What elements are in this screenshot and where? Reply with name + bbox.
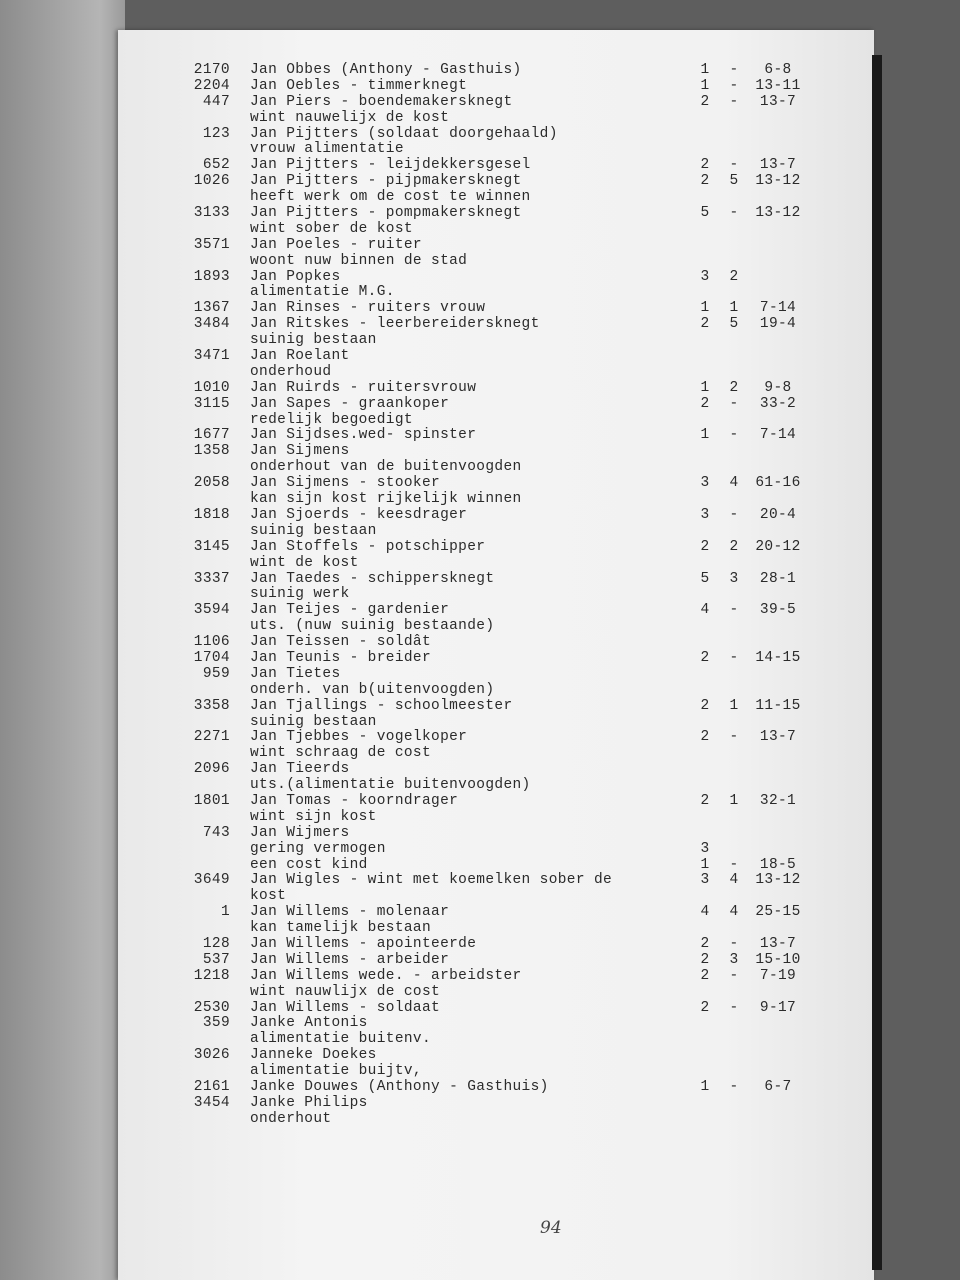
entry-number: 2170 <box>193 62 230 78</box>
entry-text: Jan Tjallings - schoolmeester <box>250 697 513 714</box>
entry-number: 3454 <box>193 1094 230 1111</box>
entry-amount: 6-7 <box>764 1079 792 1095</box>
entry-amount: 13-7 <box>759 157 797 174</box>
entry-text: Jan Pijtters - pompmakersknegt <box>250 205 522 222</box>
entry-col-2: - <box>729 602 739 619</box>
register-row <box>0 794 820 810</box>
register-row <box>0 492 820 508</box>
entry-col-2: - <box>729 856 739 873</box>
register-row <box>0 953 820 969</box>
entry-text: onderhout <box>250 1110 332 1127</box>
register-row <box>0 428 820 444</box>
entry-col-1: 2 <box>700 395 710 412</box>
entry-col-1: 1 <box>700 856 710 873</box>
entry-text: Jan Tomas - koorndrager <box>250 792 459 809</box>
entry-col-2: - <box>729 935 739 952</box>
register-row <box>0 190 820 206</box>
entry-col-1: 1 <box>700 62 710 78</box>
register-row <box>0 603 820 619</box>
entry-col-2: 1 <box>729 697 739 714</box>
register-row <box>0 1032 820 1048</box>
register-row <box>0 969 820 985</box>
entry-text: Jan Pijtters - pijpmakersknegt <box>250 173 522 190</box>
entry-number: 1010 <box>193 379 230 396</box>
entry-col-1: 3 <box>700 840 710 857</box>
register-row <box>0 317 820 333</box>
entry-number: 3133 <box>193 205 230 222</box>
entry-number: 3649 <box>193 872 230 889</box>
entry-col-2: - <box>729 427 739 444</box>
entry-number: 2058 <box>193 475 230 492</box>
entry-col-1: 3 <box>700 506 710 523</box>
register-row <box>0 1064 820 1080</box>
entry-col-2: - <box>729 1079 739 1095</box>
entry-text: Jan Sijdses.wed- spinster <box>250 427 477 444</box>
entry-col-2: - <box>729 157 739 174</box>
entry-text: een cost kind <box>250 856 368 873</box>
entry-amount: 20-4 <box>759 506 797 523</box>
entry-text: wint sijn kost <box>250 808 377 825</box>
entry-number: 2204 <box>193 77 230 94</box>
entry-text: Jan Willems - soldaat <box>250 999 441 1016</box>
entry-col-1: 1 <box>700 427 710 444</box>
entry-number: 652 <box>202 157 230 174</box>
register-row <box>0 826 820 842</box>
entry-col-2: 4 <box>729 872 739 889</box>
register-row <box>0 397 820 413</box>
register-row <box>0 667 820 683</box>
entry-col-1: 1 <box>700 77 710 94</box>
register-row <box>0 858 820 874</box>
entry-text: Jan Poeles - ruiter <box>250 236 422 253</box>
entry-col-1: 3 <box>700 475 710 492</box>
register-row <box>0 921 820 937</box>
entry-amount: 9-17 <box>759 999 797 1016</box>
entry-number: 2530 <box>193 999 230 1016</box>
entry-text: uts. (nuw suinig bestaande) <box>250 618 495 635</box>
entry-number: 1026 <box>193 173 230 190</box>
entry-text: gering vermogen <box>250 840 386 857</box>
entry-number: 3571 <box>193 236 230 253</box>
entry-text: kan tamelijk bestaan <box>250 920 432 937</box>
entry-col-2: 4 <box>729 475 739 492</box>
entry-col-1: 2 <box>700 538 710 555</box>
entry-number: 1893 <box>193 268 230 285</box>
entry-amount: 7-19 <box>759 967 797 984</box>
entry-col-2: - <box>729 729 739 746</box>
entry-col-2: 2 <box>729 538 739 555</box>
entry-number: 3145 <box>193 538 230 555</box>
entry-col-2: - <box>729 967 739 984</box>
entry-text: Jan Willems wede. - arbeidster <box>250 967 522 984</box>
register-row <box>0 524 820 540</box>
register-row <box>0 540 820 556</box>
entry-number: 1677 <box>193 427 230 444</box>
register-row <box>0 349 820 365</box>
entry-amount: 13-7 <box>759 729 797 746</box>
register-row <box>0 1016 820 1032</box>
entry-amount: 20-12 <box>755 538 801 555</box>
entry-amount: 33-2 <box>759 395 797 412</box>
entry-col-1: 2 <box>700 157 710 174</box>
entry-text: redelijk begoedigt <box>250 411 413 428</box>
entry-amount: 6-8 <box>764 62 792 78</box>
entry-text: Jan Willems - molenaar <box>250 904 450 921</box>
entry-number: 359 <box>202 1015 230 1032</box>
register-row <box>0 889 820 905</box>
entry-text: Jan Oebles - timmerknegt <box>250 77 468 94</box>
entry-text: Jan Roelant <box>250 348 350 365</box>
entry-number: 3337 <box>193 570 230 587</box>
entry-number: 2161 <box>193 1079 230 1095</box>
entry-text: wint nauwelijx de kost <box>250 109 450 126</box>
register-row <box>0 810 820 826</box>
entry-text: Jan Stoffels - potschipper <box>250 538 486 555</box>
register-row <box>0 985 820 1001</box>
register-row <box>0 1001 820 1017</box>
entry-amount: 28-1 <box>759 570 797 587</box>
entry-text: Jan Obbes (Anthony - Gasthuis) <box>250 62 522 78</box>
entry-amount: 61-16 <box>755 475 801 492</box>
entry-text: Jan Teunis - breider <box>250 649 432 666</box>
entry-text: uts.(alimentatie buitenvoogden) <box>250 777 531 794</box>
register-row <box>0 158 820 174</box>
entry-text: Jan Taedes - schippersknegt <box>250 570 495 587</box>
register-row <box>0 508 820 524</box>
register-row <box>0 778 820 794</box>
entry-col-1: 4 <box>700 904 710 921</box>
entry-text: Jan Piers - boendemakersknegt <box>250 93 513 110</box>
register-row <box>0 619 820 635</box>
entry-col-2: 1 <box>729 792 739 809</box>
register-row <box>0 1048 820 1064</box>
entry-col-1: 2 <box>700 697 710 714</box>
entry-text: kan sijn kost rijkelijk winnen <box>250 491 522 508</box>
register-row <box>0 730 820 746</box>
entry-text: alimentatie M.G. <box>250 284 395 301</box>
entry-col-2: 4 <box>729 904 739 921</box>
register-row <box>0 270 820 286</box>
entry-amount: 19-4 <box>759 316 797 333</box>
entry-amount: 13-11 <box>755 77 801 94</box>
register-row <box>0 381 820 397</box>
entry-text: wint sober de kost <box>250 220 413 237</box>
entry-col-2: 1 <box>729 300 739 317</box>
binding-edge <box>872 55 882 1270</box>
entry-amount: 39-5 <box>759 602 797 619</box>
entry-number: 3471 <box>193 348 230 365</box>
entry-text: vrouw alimentatie <box>250 141 404 158</box>
register-row <box>0 301 820 317</box>
register-row <box>0 842 820 858</box>
entry-col-1: 2 <box>700 935 710 952</box>
entry-number: 2271 <box>193 729 230 746</box>
entry-amount: 9-8 <box>764 379 792 396</box>
entry-text: Jan Willems - apointeerde <box>250 935 477 952</box>
register-row <box>0 476 820 492</box>
entry-number: 3026 <box>193 1047 230 1064</box>
entry-text: Jan Tieerds <box>250 761 350 778</box>
register-row <box>0 333 820 349</box>
entry-col-1: 2 <box>700 951 710 968</box>
entry-text: Jan Wijmers <box>250 824 350 841</box>
entry-number: 743 <box>202 824 230 841</box>
register-row <box>0 1112 820 1128</box>
entry-text: Jan Pijtters - leijdekkersgesel <box>250 157 531 174</box>
entry-text: Jan Tjebbes - vogelkoper <box>250 729 468 746</box>
entry-text: Jan Sijmens <box>250 443 350 460</box>
register-row <box>0 95 820 111</box>
entry-amount: 18-5 <box>759 856 797 873</box>
entry-col-2: - <box>729 649 739 666</box>
entry-number: 2096 <box>193 761 230 778</box>
register-row <box>0 699 820 715</box>
register-row <box>0 238 820 254</box>
entry-col-1: 1 <box>700 379 710 396</box>
register-row <box>0 556 820 572</box>
entry-col-1: 2 <box>700 173 710 190</box>
entry-text: Jan Sjoerds - keesdrager <box>250 506 468 523</box>
entry-number: 3484 <box>193 316 230 333</box>
entry-col-2: 2 <box>729 268 739 285</box>
entry-number: 1106 <box>193 634 230 651</box>
entry-amount: 15-10 <box>755 951 801 968</box>
entry-text: wint nauwlijx de cost <box>250 983 441 1000</box>
entry-col-1: 2 <box>700 729 710 746</box>
register-row <box>0 142 820 158</box>
entry-text: onderh. van b(uitenvoogden) <box>250 681 495 698</box>
entry-text: Janke Douwes (Anthony - Gasthuis) <box>250 1079 549 1095</box>
entry-col-1: 1 <box>700 1079 710 1095</box>
entry-number: 1367 <box>193 300 230 317</box>
entry-text: suinig bestaan <box>250 713 377 730</box>
entry-col-1: 3 <box>700 268 710 285</box>
register-row <box>0 587 820 603</box>
register-row <box>0 1080 820 1096</box>
register-entries <box>0 63 820 1128</box>
register-row <box>0 905 820 921</box>
entry-text: alimentatie buijtv, <box>250 1063 422 1080</box>
register-row <box>0 460 820 476</box>
register-row <box>0 63 820 79</box>
register-row <box>0 635 820 651</box>
entry-amount: 13-7 <box>759 935 797 952</box>
entry-text: suinig bestaan <box>250 522 377 539</box>
entry-number: 3115 <box>193 395 230 412</box>
entry-text: Jan Rinses - ruiters vrouw <box>250 300 486 317</box>
entry-col-2: - <box>729 395 739 412</box>
entry-text: Jan Ritskes - leerbereidersknegt <box>250 316 540 333</box>
entry-text: Jan Wigles - wint met koemelken sober de <box>250 872 613 889</box>
entry-number: 959 <box>202 665 230 682</box>
page-number: 94 <box>540 1218 562 1238</box>
entry-col-2: - <box>729 62 739 78</box>
entry-col-1: 2 <box>700 967 710 984</box>
register-row <box>0 174 820 190</box>
entry-amount: 7-14 <box>759 300 797 317</box>
entry-number: 537 <box>202 951 230 968</box>
entry-amount: 11-15 <box>755 697 801 714</box>
register-row <box>0 79 820 95</box>
entry-text: suinig werk <box>250 586 350 603</box>
entry-text: Janneke Doekes <box>250 1047 377 1064</box>
entry-number: 1704 <box>193 649 230 666</box>
entry-col-1: 2 <box>700 999 710 1016</box>
register-row <box>0 254 820 270</box>
entry-amount: 13-12 <box>755 205 801 222</box>
entry-text: wint schraag de cost <box>250 745 432 762</box>
entry-col-2: 5 <box>729 316 739 333</box>
register-row <box>0 762 820 778</box>
entry-col-2: - <box>729 999 739 1016</box>
entry-col-2: 2 <box>729 379 739 396</box>
entry-col-1: 5 <box>700 205 710 222</box>
entry-number: 128 <box>202 935 230 952</box>
entry-amount: 14-15 <box>755 649 801 666</box>
entry-col-2: 5 <box>729 173 739 190</box>
entry-col-1: 4 <box>700 602 710 619</box>
register-row <box>0 1096 820 1112</box>
entry-text: wint de kost <box>250 554 359 571</box>
register-row <box>0 651 820 667</box>
register-row <box>0 365 820 381</box>
entry-number: 3358 <box>193 697 230 714</box>
entry-number: 447 <box>202 93 230 110</box>
entry-text: Janke Philips <box>250 1094 368 1111</box>
entry-number: 123 <box>202 125 230 142</box>
entry-text: Jan Ruirds - ruitersvrouw <box>250 379 477 396</box>
entry-text: Jan Sijmens - stooker <box>250 475 441 492</box>
entry-col-2: - <box>729 506 739 523</box>
entry-col-1: 1 <box>700 300 710 317</box>
entry-text: Jan Teijes - gardenier <box>250 602 450 619</box>
register-row <box>0 285 820 301</box>
entry-col-1: 3 <box>700 872 710 889</box>
register-row <box>0 206 820 222</box>
entry-number: 1801 <box>193 792 230 809</box>
entry-text: Jan Sapes - graankoper <box>250 395 450 412</box>
entry-col-1: 2 <box>700 93 710 110</box>
entry-col-1: 2 <box>700 316 710 333</box>
entry-col-1: 2 <box>700 792 710 809</box>
entry-col-2: 3 <box>729 951 739 968</box>
register-row <box>0 937 820 953</box>
entry-number: 1 <box>220 904 230 921</box>
entry-col-2: - <box>729 205 739 222</box>
register-row <box>0 444 820 460</box>
entry-text: kost <box>250 888 287 905</box>
entry-text: Janke Antonis <box>250 1015 368 1032</box>
entry-text: Jan Teissen - soldât <box>250 634 432 651</box>
entry-text: Jan Pijtters (soldaat doorgehaald) <box>250 125 558 142</box>
entry-col-2: - <box>729 93 739 110</box>
entry-col-1: 2 <box>700 649 710 666</box>
register-row <box>0 222 820 238</box>
entry-amount: 25-15 <box>755 904 801 921</box>
entry-amount: 32-1 <box>759 792 797 809</box>
entry-text: onderhoud <box>250 363 332 380</box>
register-row <box>0 572 820 588</box>
register-row <box>0 715 820 731</box>
entry-amount: 13-12 <box>755 872 801 889</box>
entry-text: woont nuw binnen de stad <box>250 252 468 269</box>
entry-number: 1358 <box>193 443 230 460</box>
entry-amount: 13-12 <box>755 173 801 190</box>
entry-col-1: 5 <box>700 570 710 587</box>
register-row <box>0 127 820 143</box>
register-row <box>0 873 820 889</box>
entry-text: suinig bestaan <box>250 332 377 349</box>
entry-number: 1818 <box>193 506 230 523</box>
entry-text: Jan Popkes <box>250 268 341 285</box>
entry-col-2: - <box>729 77 739 94</box>
entry-number: 3594 <box>193 602 230 619</box>
entry-text: alimentatie buitenv. <box>250 1031 432 1048</box>
entry-amount: 13-7 <box>759 93 797 110</box>
entry-amount: 7-14 <box>759 427 797 444</box>
register-row <box>0 111 820 127</box>
entry-text: Jan Tietes <box>250 665 341 682</box>
register-row <box>0 683 820 699</box>
entry-number: 1218 <box>193 967 230 984</box>
register-row <box>0 413 820 429</box>
entry-col-2: 3 <box>729 570 739 587</box>
entry-text: onderhout van de buitenvoogden <box>250 459 522 476</box>
register-row <box>0 746 820 762</box>
entry-text: heeft werk om de cost te winnen <box>250 189 531 206</box>
entry-text: Jan Willems - arbeider <box>250 951 450 968</box>
